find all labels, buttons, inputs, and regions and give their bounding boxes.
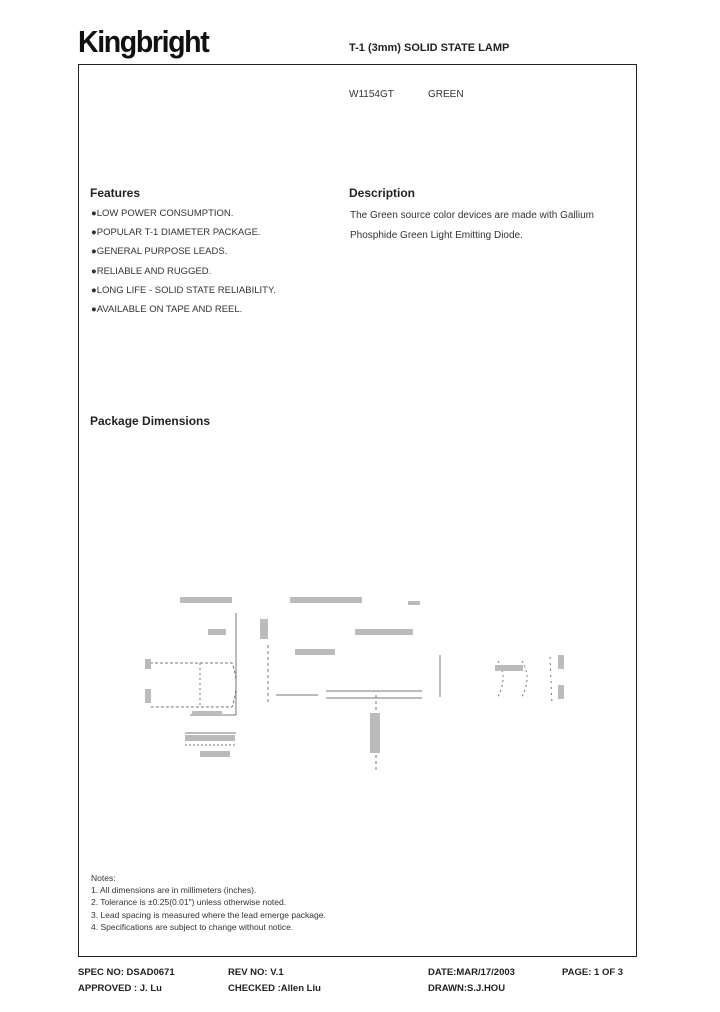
approved-by: APPROVED : J. Lu — [78, 983, 162, 994]
description-line: Phosphide Green Light Emitting Diode. — [350, 229, 523, 241]
part-color: GREEN — [428, 89, 464, 100]
page-number: PAGE: 1 OF 3 — [562, 967, 624, 978]
revision-number: REV NO: V.1 — [228, 967, 284, 978]
part-number: W1154GT — [349, 89, 394, 100]
document-title: T-1 (3mm) SOLID STATE LAMP — [349, 42, 510, 54]
feature-item: ●POPULAR T-1 DIAMETER PACKAGE. — [91, 227, 261, 239]
company-logo: Kingbright — [78, 24, 209, 59]
features-heading: Features — [90, 186, 141, 200]
notes-block — [91, 872, 326, 933]
package-dimension-drawing — [140, 585, 580, 785]
description-text — [350, 206, 630, 245]
features-list — [91, 207, 276, 322]
checked-by: CHECKED :Allen Liu — [228, 983, 321, 994]
feature-item: ●LONG LIFE - SOLID STATE RELIABILITY. — [91, 284, 276, 296]
drawn-by: DRAWN:S.J.HOU — [428, 983, 506, 994]
note-item: 2. Tolerance is ±0.25(0.01") unless otherwise noted. — [91, 897, 287, 908]
feature-item: ●LOW POWER CONSUMPTION. — [91, 208, 234, 219]
document-date: DATE:MAR/17/2003 — [428, 967, 515, 978]
feature-item: ●RELIABLE AND RUGGED. — [91, 265, 212, 277]
note-item: 4. Specifications are subject to change without notice. — [91, 921, 294, 932]
feature-item: ●AVAILABLE ON TAPE AND REEL. — [91, 303, 243, 315]
notes-heading: Notes: — [91, 873, 116, 883]
spec-number: SPEC NO: DSAD0671 — [78, 967, 175, 978]
package-dimensions-heading: Package Dimensions — [90, 414, 211, 428]
feature-item: ●GENERAL PURPOSE LEADS. — [91, 246, 228, 258]
description-heading: Description — [349, 186, 416, 200]
description-line: The Green source color devices are made with Gallium — [350, 210, 594, 221]
note-item: 1. All dimensions are in millimeters (inches). — [91, 885, 257, 896]
note-item: 3. Lead spacing is measured where the lead emerge package. — [91, 909, 326, 920]
